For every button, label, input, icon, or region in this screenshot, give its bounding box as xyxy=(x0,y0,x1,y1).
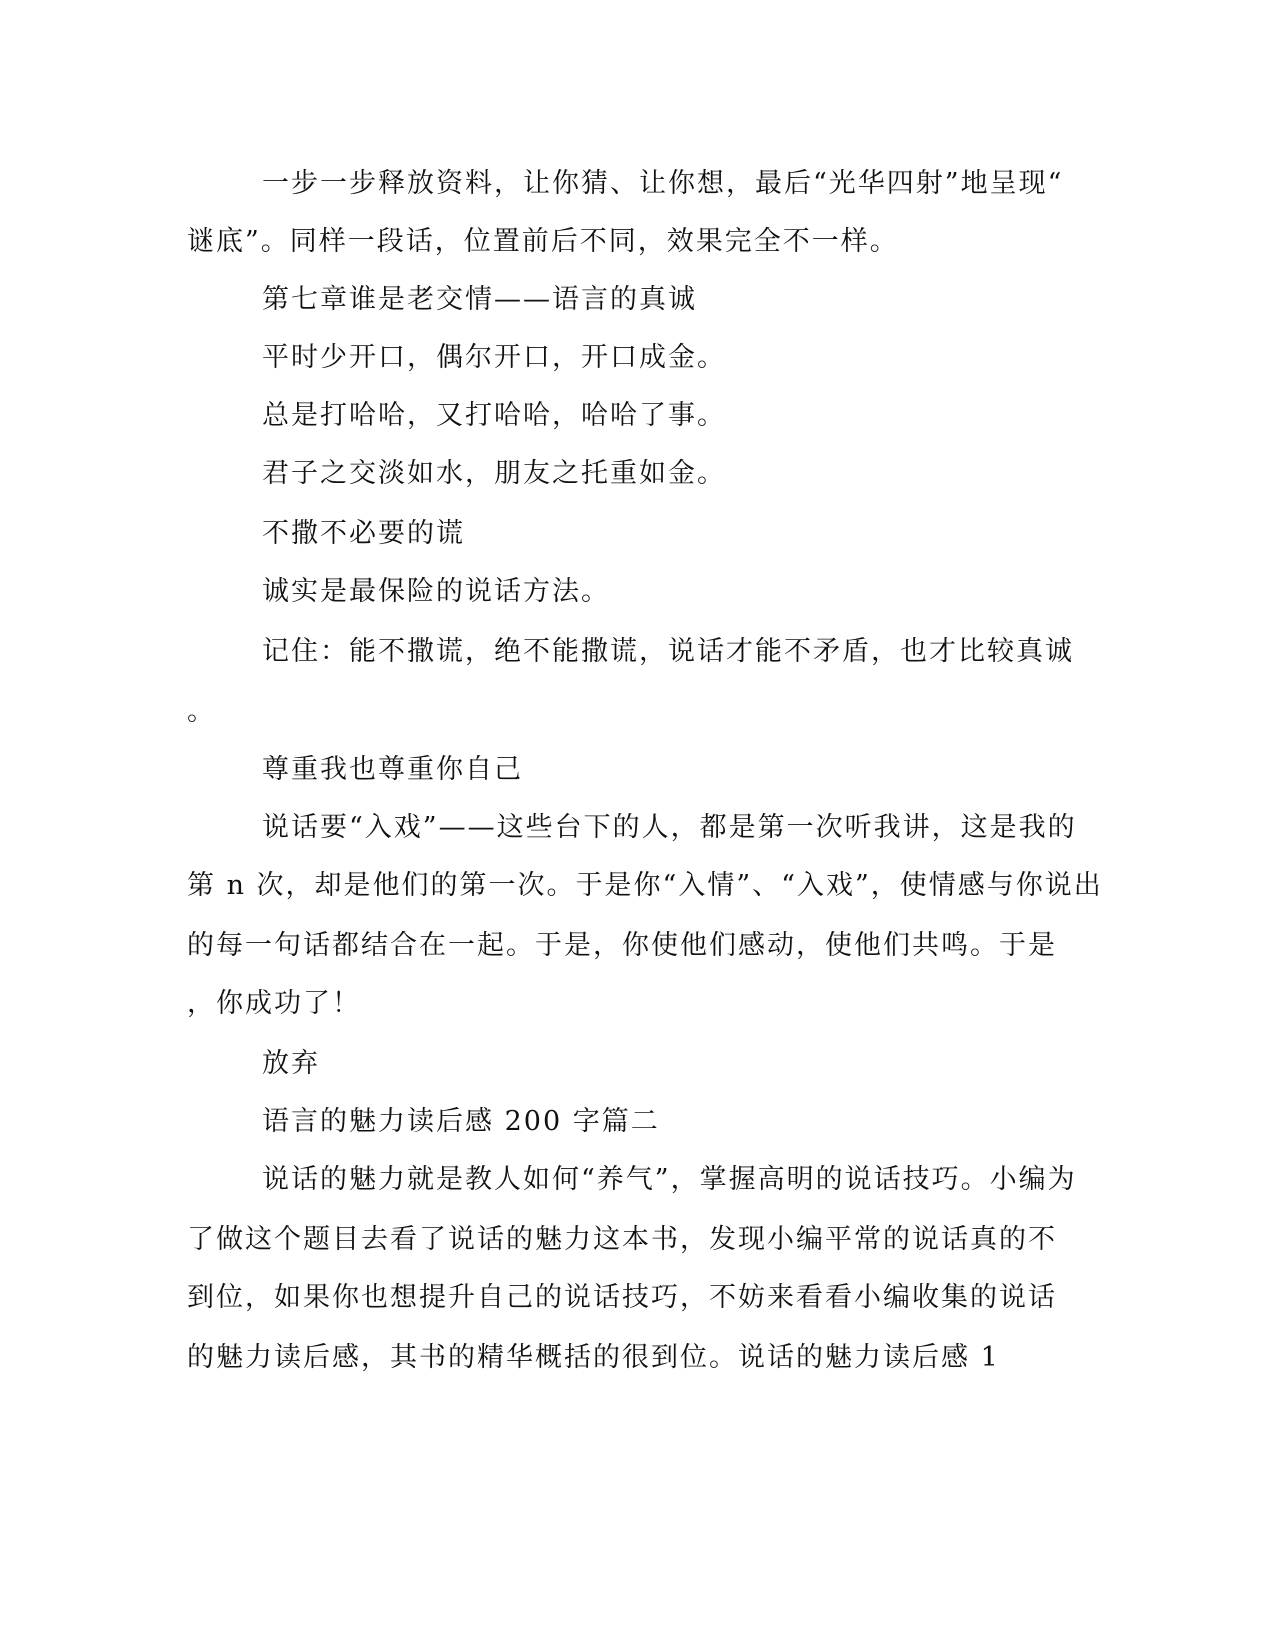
paragraph-1-line-2: 谜底”。同样一段话，位置前后不同，效果完全不一样。 xyxy=(187,226,899,257)
paragraph-line: 说话要“入戏”——这些台下的人，都是第一次听我讲，这是我的 xyxy=(262,812,1077,843)
paragraph-line: 的魅力读后感，其书的精华概括的很到位。说话的魅力读后感 1 xyxy=(187,1342,1000,1373)
paragraph-line: 君子之交淡如水，朋友之托重如金。 xyxy=(262,458,726,489)
paragraph-line: 了做这个题目去看了说话的魅力这本书，发现小编平常的说话真的不 xyxy=(187,1224,1057,1255)
paragraph-line: 诚实是最保险的说话方法。 xyxy=(262,576,610,607)
section-heading: 尊重我也尊重你自己 xyxy=(262,754,523,785)
paragraph-line: 的每一句话都结合在一起。于是，你使他们感动，使他们共鸣。于是 xyxy=(187,930,1057,961)
paragraph-1-line-1: 一步一步释放资料，让你猜、让你想，最后“光华四射”地呈现“ xyxy=(262,168,1064,199)
section-heading: 放弃 xyxy=(262,1048,320,1079)
section-heading: 语言的魅力读后感 200 字篇二 xyxy=(262,1106,660,1137)
paragraph-line: 记住：能不撒谎，绝不能撒谎，说话才能不矛盾，也才比较真诚 xyxy=(262,636,1074,667)
section-heading: 不撒不必要的谎 xyxy=(262,518,465,549)
paragraph-line: 平时少开口，偶尔开口，开口成金。 xyxy=(262,342,726,373)
paragraph-line: ，你成功了！ xyxy=(187,988,361,1019)
chapter-heading: 第七章谁是老交情——语言的真诚 xyxy=(262,284,697,315)
paragraph-line: 。 xyxy=(187,696,216,727)
paragraph-line: 到位，如果你也想提升自己的说话技巧，不妨来看看小编收集的说话 xyxy=(187,1282,1057,1313)
paragraph-line: 第 n 次，却是他们的第一次。于是你“入情”、“入戏”，使情感与你说出 xyxy=(187,870,1103,901)
paragraph-line: 说话的魅力就是教人如何“养气”，掌握高明的说话技巧。小编为 xyxy=(262,1164,1077,1195)
paragraph-line: 总是打哈哈，又打哈哈，哈哈了事。 xyxy=(262,400,726,431)
